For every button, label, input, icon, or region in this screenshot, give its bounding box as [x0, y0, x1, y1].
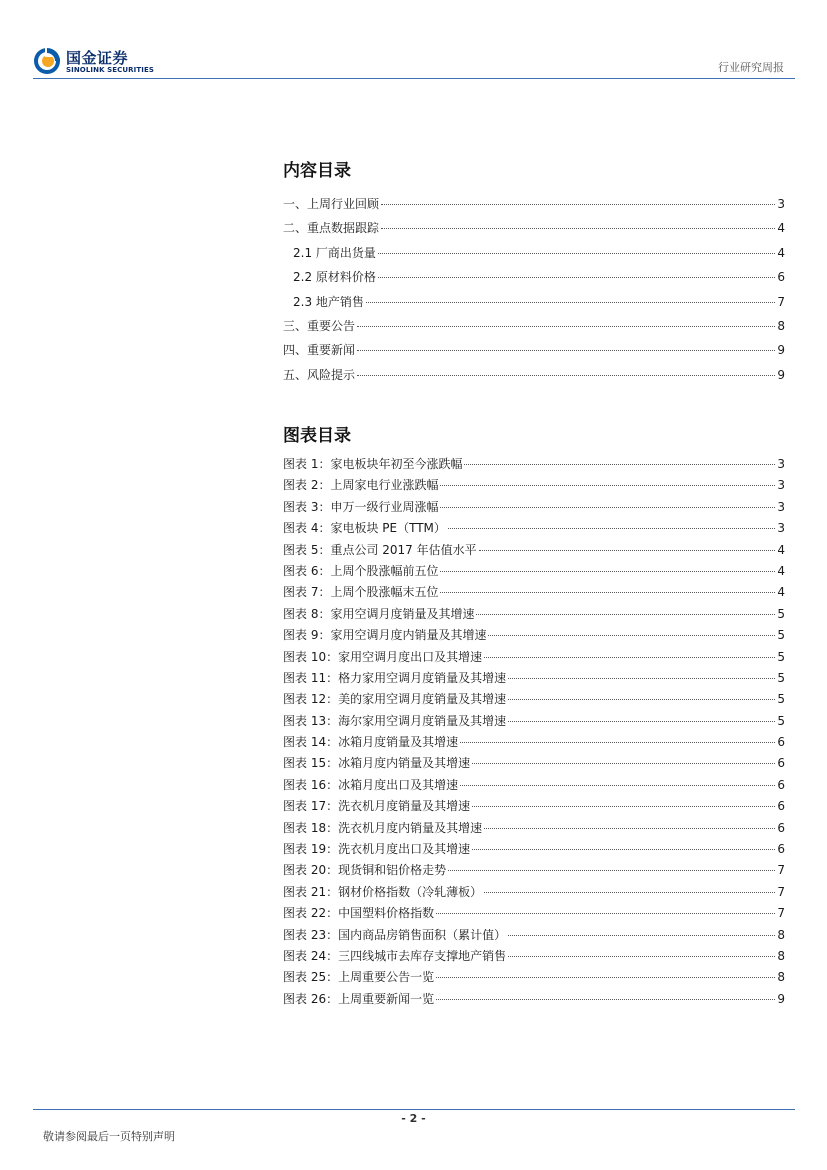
toc-entry[interactable]	[283, 338, 785, 362]
figure-entry-label: 图表 9：家用空调月度内销量及其增速	[283, 628, 487, 643]
figure-entry[interactable]	[283, 604, 785, 625]
toc-subentry[interactable]	[283, 290, 785, 314]
dot-leader	[440, 485, 775, 486]
figure-entry-page: 3	[777, 478, 785, 493]
figure-entry-label: 图表 5：重点公司 2017 年估值水平	[283, 542, 477, 557]
dot-leader	[381, 204, 775, 205]
toc-entry-label: 2.2 原材料价格	[293, 270, 376, 285]
figure-entry-label: 图表 7：上周个股涨幅末五位	[283, 585, 439, 600]
toc-entry[interactable]	[283, 314, 785, 338]
dot-leader	[357, 375, 775, 376]
figure-entry-label: 图表 13：海尔家用空调月度销量及其增速	[283, 713, 507, 728]
figure-entry-page: 5	[777, 606, 785, 621]
sinolink-logo-icon	[33, 47, 61, 75]
figure-entry[interactable]	[283, 689, 785, 710]
toc-subentry[interactable]	[283, 241, 785, 265]
figure-entry-page: 4	[777, 542, 785, 557]
toc-entry-page: 9	[777, 343, 785, 358]
toc-entry-label: 一、上周行业回顾	[283, 197, 380, 211]
toc-entry-page: 8	[777, 318, 785, 333]
toc-entry-page: 9	[777, 367, 785, 382]
figure-entry-page: 6	[777, 799, 785, 814]
figure-entry-label: 图表 3：申万一级行业周涨幅	[283, 499, 439, 514]
figure-entry[interactable]	[283, 518, 785, 539]
figure-entry-label: 图表 2：上周家电行业涨跌幅	[283, 478, 439, 493]
toc-entry-page: 7	[777, 294, 785, 309]
figure-entry-label: 图表 19：洗衣机月度出口及其增速	[283, 842, 471, 857]
toc-entry-page: 4	[777, 245, 785, 260]
figure-entry-page: 8	[777, 970, 785, 985]
toc-entry-page: 6	[777, 270, 785, 285]
figure-entry-page: 9	[777, 991, 785, 1006]
dot-leader	[472, 849, 775, 850]
figure-entry-label: 图表 4：家电板块 PE（TTM）	[283, 521, 446, 536]
figure-entry-label: 图表 20：现货铜和铝价格走势	[283, 863, 447, 878]
figure-entry-label: 图表 8：家用空调月度销量及其增速	[283, 606, 475, 621]
figure-entry-page: 5	[777, 692, 785, 707]
figure-entry[interactable]	[283, 989, 785, 1010]
toc-subentry[interactable]	[283, 265, 785, 289]
figure-entry[interactable]	[283, 796, 785, 817]
figure-entry-page: 7	[777, 906, 785, 921]
dot-leader	[436, 999, 775, 1000]
list-of-figures	[283, 423, 785, 1010]
figure-entry-label: 图表 6：上周个股涨幅前五位	[283, 563, 439, 578]
figure-entry[interactable]	[283, 711, 785, 732]
figure-entry-page: 5	[777, 670, 785, 685]
figure-entry-page: 3	[777, 499, 785, 514]
dot-leader	[508, 678, 775, 679]
toc-entry-page: 4	[777, 221, 785, 236]
dot-leader	[508, 935, 775, 936]
figure-entry-page: 5	[777, 649, 785, 664]
page-number: - 2 -	[401, 1112, 426, 1125]
dot-leader	[448, 528, 775, 529]
figure-entry-page: 8	[777, 927, 785, 942]
figure-entry-label: 图表 25：上周重要公告一览	[283, 970, 435, 985]
figure-entry-page: 4	[777, 585, 785, 600]
dot-leader	[479, 550, 776, 551]
figure-entry[interactable]	[283, 540, 785, 561]
dot-leader	[436, 913, 775, 914]
dot-leader	[436, 977, 775, 978]
dot-leader	[508, 721, 775, 722]
dot-leader	[460, 785, 775, 786]
dot-leader	[381, 228, 775, 229]
dot-leader	[378, 253, 775, 254]
table-of-contents	[283, 158, 785, 387]
figure-entry-page: 8	[777, 948, 785, 963]
dot-leader	[484, 657, 775, 658]
figure-entry[interactable]	[283, 454, 785, 475]
figure-entry-label: 图表 22：中国塑料价格指数	[283, 906, 435, 921]
dot-leader	[484, 828, 775, 829]
dot-leader	[440, 592, 775, 593]
dot-leader	[476, 614, 775, 615]
dot-leader	[464, 464, 775, 465]
figure-entry[interactable]	[283, 882, 785, 903]
document-type: 行业研究周报	[718, 61, 784, 74]
figure-entry-label: 图表 14：冰箱月度销量及其增速	[283, 735, 459, 750]
figure-entry-label: 图表 11：格力家用空调月度销量及其增速	[283, 670, 507, 685]
dot-leader	[460, 742, 775, 743]
dot-leader	[440, 571, 775, 572]
dot-leader	[440, 507, 775, 508]
toc-entry[interactable]	[283, 192, 785, 216]
figure-entry[interactable]	[283, 839, 785, 860]
figure-entry-page: 6	[777, 735, 785, 750]
figure-entry-page: 3	[777, 457, 785, 471]
figures-title: 图表目录	[283, 426, 351, 446]
figure-entry[interactable]	[283, 753, 785, 774]
figure-entry-label: 图表 1：家电板块年初至今涨跌幅	[283, 457, 463, 471]
toc-entry-label: 二、重点数据跟踪	[283, 221, 380, 236]
figure-entry[interactable]	[283, 732, 785, 753]
dot-leader	[357, 350, 775, 351]
figure-entry-page: 6	[777, 842, 785, 857]
dot-leader	[484, 892, 775, 893]
dot-leader	[357, 326, 775, 327]
dot-leader	[448, 870, 775, 871]
figure-entry[interactable]	[283, 668, 785, 689]
figure-entry-label: 图表 26：上周重要新闻一览	[283, 991, 435, 1006]
footer-divider	[33, 1109, 795, 1110]
toc-entry[interactable]	[283, 216, 785, 240]
figure-entry[interactable]	[283, 925, 785, 946]
dot-leader	[366, 302, 775, 303]
figure-entry-page: 3	[777, 521, 785, 536]
dot-leader	[488, 635, 775, 636]
figure-entry[interactable]	[283, 967, 785, 988]
figure-entry[interactable]	[283, 475, 785, 496]
company-logo	[33, 47, 163, 79]
toc-entry-label: 2.3 地产销售	[293, 294, 364, 309]
figure-entry[interactable]	[283, 903, 785, 924]
figure-entry-label: 图表 18：洗衣机月度内销量及其增速	[283, 820, 483, 835]
figures-list	[283, 454, 785, 1010]
dot-leader	[508, 699, 775, 700]
toc-entry-label: 2.1 厂商出货量	[293, 245, 376, 260]
page-header	[0, 0, 827, 82]
figure-entry[interactable]	[283, 818, 785, 839]
figure-entry[interactable]	[283, 946, 785, 967]
dot-leader	[472, 763, 775, 764]
figure-entry-page: 5	[777, 628, 785, 643]
toc-entry-page: 3	[777, 197, 785, 211]
figure-entry-page: 4	[777, 563, 785, 578]
figure-entry-page: 7	[777, 884, 785, 899]
figure-entry-label: 图表 16：冰箱月度出口及其增速	[283, 777, 459, 792]
toc-entry-label: 四、重要新闻	[283, 343, 356, 358]
toc-entry[interactable]	[283, 363, 785, 387]
figure-entry-label: 图表 10：家用空调月度出口及其增速	[283, 649, 483, 664]
figure-entry-label: 图表 15：冰箱月度内销量及其增速	[283, 756, 471, 771]
figure-entry-page: 6	[777, 777, 785, 792]
figure-entry[interactable]	[283, 775, 785, 796]
dot-leader	[508, 956, 775, 957]
toc-list	[283, 192, 785, 387]
dot-leader	[472, 806, 775, 807]
logo-english-name: SINOLINK SECURITIES	[66, 66, 154, 74]
figure-entry-page: 6	[777, 756, 785, 771]
figure-entry-label: 图表 17：洗衣机月度销量及其增速	[283, 799, 471, 814]
dot-leader	[378, 277, 775, 278]
disclaimer-note: 敬请参阅最后一页特别声明	[43, 1130, 175, 1143]
header-divider	[33, 78, 795, 79]
toc-entry-label: 五、风险提示	[283, 367, 356, 382]
figure-entry-page: 6	[777, 820, 785, 835]
figure-entry[interactable]	[283, 561, 785, 582]
figure-entry-label: 图表 21：钢材价格指数（冷轧薄板）	[283, 884, 483, 899]
figure-entry[interactable]	[283, 497, 785, 518]
toc-title: 内容目录	[283, 161, 351, 181]
figure-entry[interactable]	[283, 582, 785, 603]
figure-entry[interactable]	[283, 647, 785, 668]
logo-chinese-name: 国金证券	[66, 49, 129, 67]
figure-entry[interactable]	[283, 860, 785, 881]
figure-entry-page: 7	[777, 863, 785, 878]
figure-entry[interactable]	[283, 625, 785, 646]
figure-entry-page: 5	[777, 713, 785, 728]
figure-entry-label: 图表 23：国内商品房销售面积（累计值）	[283, 927, 507, 942]
figure-entry-label: 图表 12：美的家用空调月度销量及其增速	[283, 692, 507, 707]
toc-entry-label: 三、重要公告	[283, 318, 356, 333]
figure-entry-label: 图表 24：三四线城市去库存支撑地产销售	[283, 948, 507, 963]
